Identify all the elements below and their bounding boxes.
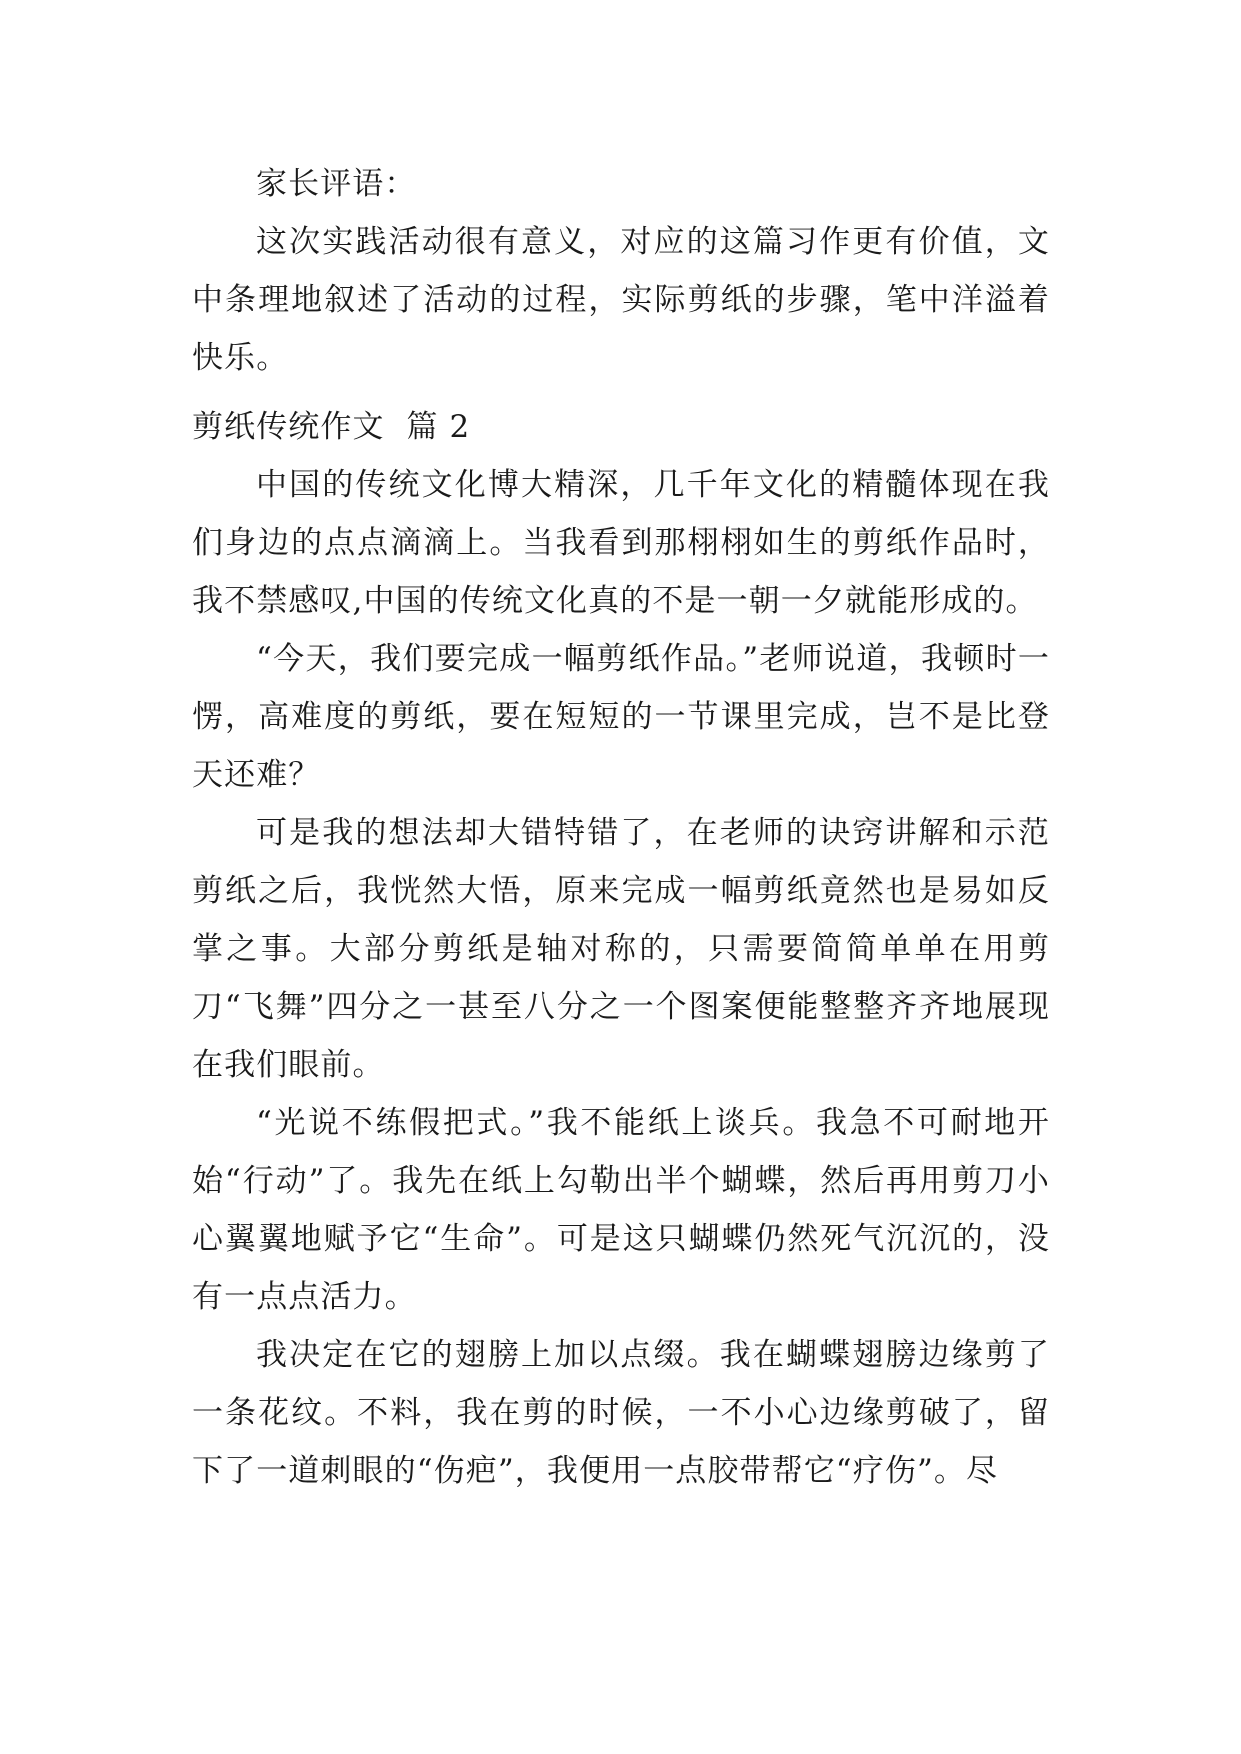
parent-comment-paragraph: 这次实践活动很有意义，对应的这篇习作更有价值，文中条理地叙述了活动的过程，实际剪纸的步骤，笔中洋溢着快乐。 — [192, 224, 1050, 376]
essay-paragraph: 可是我的想法却大错特错了，在老师的诀窍讲解和示范剪纸之后，我恍然大悟，原来完成一幅剪纸竟然也是易如反掌之事。大部分剪纸是轴对称的，只需要简简单单在用剪刀“飞舞”四分之一甚至八分之一个图案便能整整齐齐地展现在我们眼前。 — [192, 815, 1050, 1083]
essay-paragraph: 我决定在它的翅膀上加以点缀。我在蝴蝶翅膀边缘剪了一条花纹。不料，我在剪的时候，一不小心边缘剪破了，留下了一道刺眼的“伤疤”，我便用一点胶带帮它“疗伤”。尽 — [192, 1337, 1050, 1489]
essay-paragraph: 中国的传统文化博大精深，几千年文化的精髓体现在我们身边的点点滴滴上。当我看到那栩栩如生的剪纸作品时，我不禁感叹,中国的传统文化真的不是一朝一夕就能形成的。 — [192, 467, 1050, 619]
parent-comment-section — [192, 155, 1050, 387]
essay-paragraph: “今天，我们要完成一幅剪纸作品。”老师说道，我顿时一愣，高难度的剪纸，要在短短的一节课里完成，岂不是比登天还难？ — [192, 641, 1050, 793]
parent-comment-label: 家长评语： — [256, 166, 417, 202]
essay-section — [192, 398, 1050, 1500]
essay-title: 剪纸传统作文 篇 2 — [192, 409, 471, 445]
essay-paragraph: “光说不练假把式。”我不能纸上谈兵。我急不可耐地开始“行动”了。我先在纸上勾勒出半个蝴蝶，然后再用剪刀小心翼翼地赋予它“生命”。可是这只蝴蝶仍然死气沉沉的，没有一点点活力。 — [192, 1105, 1050, 1315]
